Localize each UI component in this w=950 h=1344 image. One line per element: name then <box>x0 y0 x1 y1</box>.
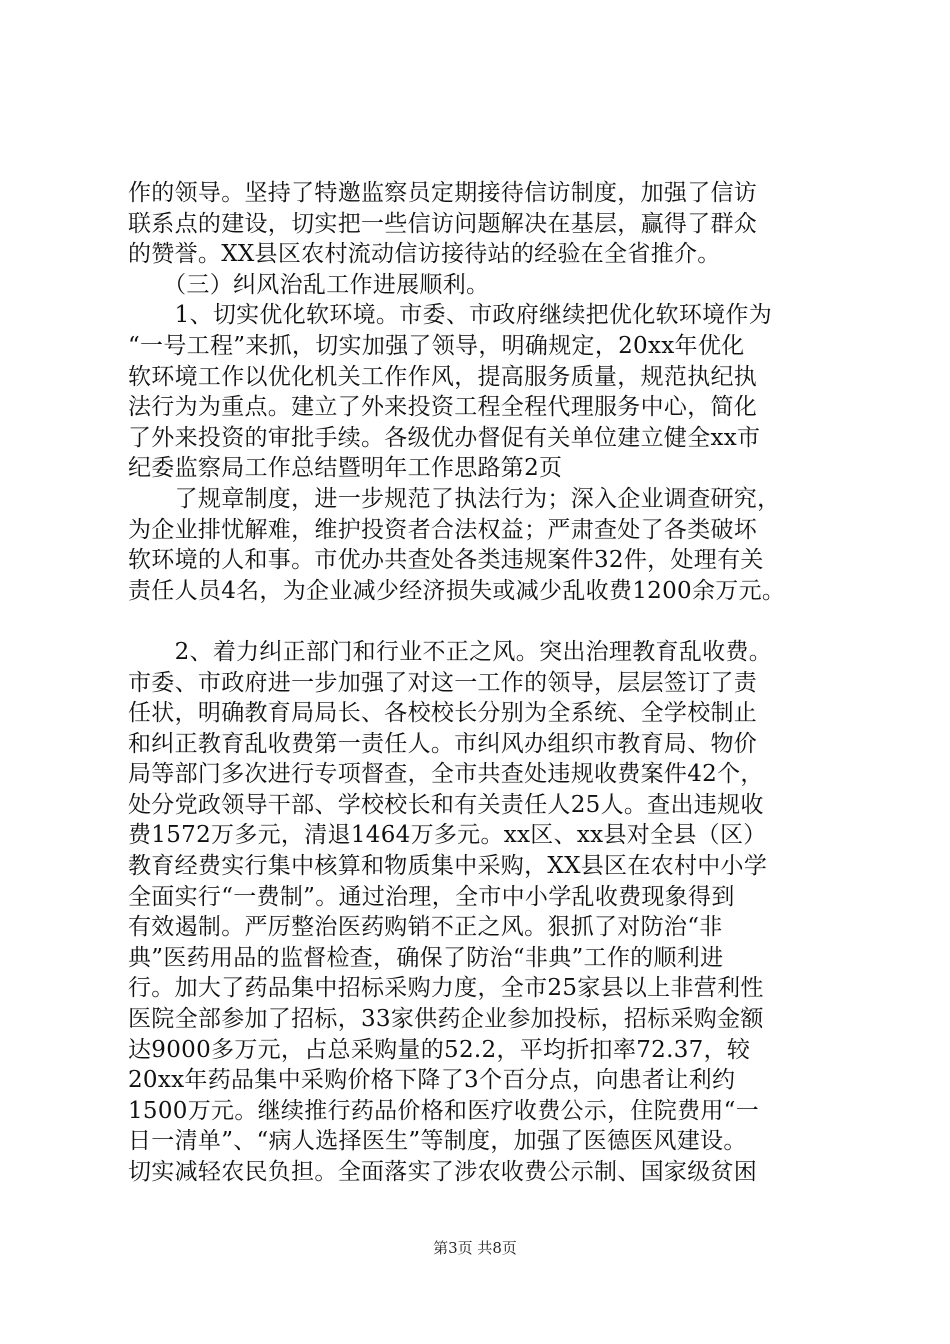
text-line: 费1572万多元，清退1464万多元。xx区、xx县对全县（区） <box>128 822 767 849</box>
text-line: 纪委监察局工作总结暨明年工作思路第2页 <box>128 455 563 482</box>
text-line: 作的领导。坚持了特邀监察员定期接待信访制度，加强了信访 <box>128 180 758 206</box>
blank-line <box>128 606 828 637</box>
text-line: 1500万元。继续推行药品价格和医疗收费公示，住院费用“一 <box>128 1097 759 1124</box>
text-line: 了外来投资的审批手续。各级优办督促有关单位建立健全xx市 <box>128 424 761 451</box>
text-line: 局等部门多次进行专项督查，全市共查处违规收费案件42个， <box>128 761 764 788</box>
text-line: 切实减轻农民负担。全面落实了涉农收费公示制、国家级贫困 <box>128 1159 758 1185</box>
text-line: 法行为为重点。建立了外来投资工程全程代理服务中心，简化 <box>128 394 758 421</box>
text-line: 达9000多万元，占总采购量的52.2，平均折扣率72.37，较 <box>128 1036 751 1063</box>
text-line: 2、着力纠正部门和行业不正之风。突出治理教育乱收费。 <box>128 638 773 665</box>
text-line: 的赞誉。XX县区农村流动信访接待站的经验在全省推介。 <box>128 241 721 268</box>
text-line: 了规章制度，进一步规范了执法行为；深入企业调查研究， <box>128 485 781 512</box>
text-line: 全面实行“一费制”。通过治理，全市中小学乱收费现象得到 <box>128 883 735 910</box>
text-line: 有效遏制。严厉整治医药购销不正之风。狠抓了对防治“非 <box>128 914 723 941</box>
text-line: 1、切实优化软环境。市委、市政府继续把优化软环境作为 <box>128 302 773 329</box>
text-line: 教育经费实行集中核算和物质集中采购，XX县区在农村中小学 <box>128 853 768 880</box>
text-line: （三）纠风治乱工作进展顺利。 <box>128 271 490 298</box>
text-line: 日一清单”、“病人选择医生”等制度，加强了医德医风建设。 <box>128 1128 747 1155</box>
text-line: 医院全部参加了招标，33家供药企业参加投标，招标采购金额 <box>128 1006 764 1033</box>
text-line: 市委、市政府进一步加强了对这一工作的领导，层层签订了责 <box>128 669 758 696</box>
text-line: 行。加大了药品集中招标采购力度，全市25家县以上非营利性 <box>128 975 764 1002</box>
text-line: 联系点的建设，切实把一些信访问题解决在基层，赢得了群众 <box>128 210 758 237</box>
text-line: 处分党政领导干部、学校校长和有关责任人25人。查出违规收 <box>128 791 764 818</box>
text-line: “一号工程”来抓，切实加强了领导，明确规定，20xx年优化 <box>128 332 745 359</box>
text-line: 任状，明确教育局局长、各校校长分别为全系统、全学校制止 <box>128 700 758 727</box>
page-footer: 第3页 共8页 <box>433 1239 517 1257</box>
text-line: 典”医药用品的监督检查，确保了防治“非典”工作的顺利进 <box>128 944 724 971</box>
text-line: 20xx年药品集中采购价格下降了3个百分点，向患者让利约 <box>128 1067 736 1094</box>
text-line: 责任人员4名，为企业减少经济损失或减少乱收费1200余万元。 <box>128 577 786 604</box>
text-line: 为企业排忧解难，维护投资者合法权益；严肃查处了各类破坏 <box>128 516 758 543</box>
text-line: 软环境工作以优化机关工作作风，提高服务质量，规范执纪执 <box>128 363 758 390</box>
text-line: 和纠正教育乱收费第一责任人。市纠风办组织市教育局、物价 <box>128 730 758 757</box>
text-line: 软环境的人和事。市优办共查处各类违规案件32件，处理有关 <box>128 547 764 574</box>
body-text <box>128 178 828 1188</box>
